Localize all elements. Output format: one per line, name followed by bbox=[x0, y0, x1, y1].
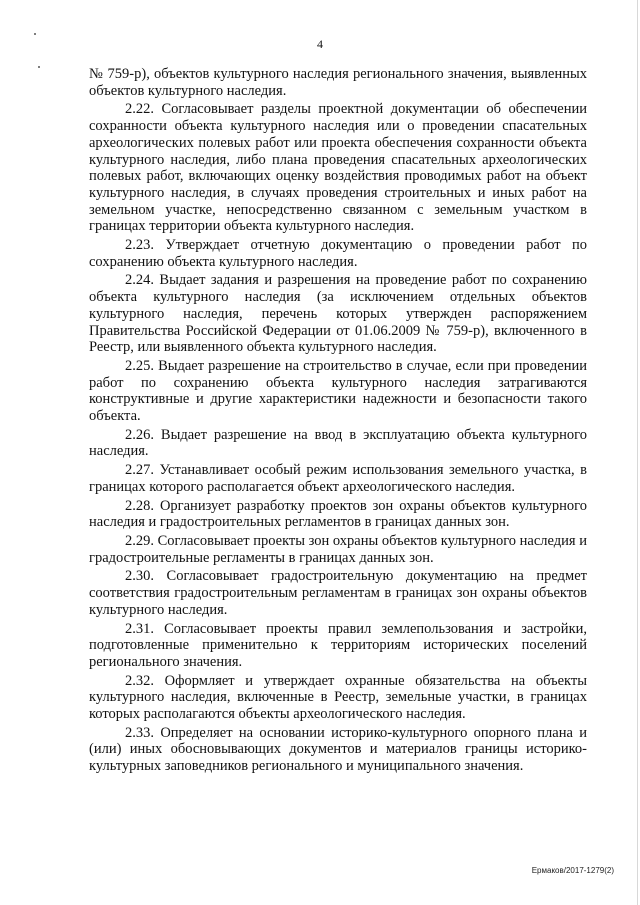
paragraph-2-33: 2.33. Определяет на основании историко-культурного опорного плана и (или) иных обосновывающих документов и материалов границы историко-культурных заповедников регионального и муниципального значения. bbox=[89, 724, 587, 775]
paragraph-2-25: 2.25. Выдает разрешение на строительство в случае, если при проведении работ по сохранению объекта культурного наследия затрагиваются конструктивные и другие характеристики надежности и безопасности такого объекта. bbox=[89, 357, 587, 425]
paragraph-2-31: 2.31. Согласовывает проекты правил землепользования и застройки, подготовленные применительно к территориям исторических поселений регионального значения. bbox=[89, 620, 587, 670]
scan-speck bbox=[38, 66, 40, 68]
document-body bbox=[89, 66, 587, 777]
paragraph-2-22: 2.22. Согласовывает разделы проектной документации об обеспечении сохранности объекта культурного наследия или о проведении спасательных археологических полевых работ или проекта обеспечения сохранности объекта культурного наследия, либо плана проведения спасательных археологических полевых работ, включающих оценку воздействия проводимых работ на объект культурного наследия, в случаях проведения строительных и иных работ на земельном участке, непосредственно связанном с земельным участком в границах территории объекта культурного наследия. bbox=[89, 101, 587, 235]
paragraph-2-26: 2.26. Выдает разрешение на ввод в эксплуатацию объекта культурного наследия. bbox=[89, 426, 587, 460]
paragraph-2-28: 2.28. Организует разработку проектов зон охраны объектов культурного наследия и градостроительных регламентов в границах данных зон. bbox=[89, 497, 587, 531]
paragraph-continuation: № 759-р), объектов культурного наследия регионального значения, выявленных объектов культурного наследия. bbox=[89, 66, 587, 99]
paragraph-2-30: 2.30. Согласовывает градостроительную документацию на предмет соответствия градостроительным регламентам в границах зон охраны объектов культурного наследия. bbox=[89, 568, 587, 618]
paragraph-2-24: 2.24. Выдает задания и разрешения на проведение работ по сохранению объекта культурного наследия (за исключением отдельных объектов культурного наследия, перечень которых утвержден распоряжением Правительства Российской Федерации от 01.06.2009 № 759-р), включенного в Реестр, или выявленного объекта культурного наследия. bbox=[89, 272, 587, 356]
scan-edge bbox=[637, 0, 638, 905]
footer-document-code: Ермаков/2017-1279(2) bbox=[531, 866, 614, 875]
paragraph-2-29: 2.29. Согласовывает проекты зон охраны объектов культурного наследия и градостроительные регламенты в границах данных зон. bbox=[89, 532, 587, 566]
paragraph-2-23: 2.23. Утверждает отчетную документацию о проведении работ по сохранению объекта культурного наследия. bbox=[89, 237, 587, 270]
page-number: 4 bbox=[317, 37, 323, 51]
scan-speck bbox=[34, 33, 36, 35]
paragraph-2-32: 2.32. Оформляет и утверждает охранные обязательства на объекты культурного наследия, включенные в Реестр, земельные участки, в границах которых располагаются объекты археологического наследия. bbox=[89, 672, 587, 723]
paragraph-2-27: 2.27. Устанавливает особый режим использования земельного участка, в границах которого располагается объект археологического наследия. bbox=[89, 462, 587, 495]
